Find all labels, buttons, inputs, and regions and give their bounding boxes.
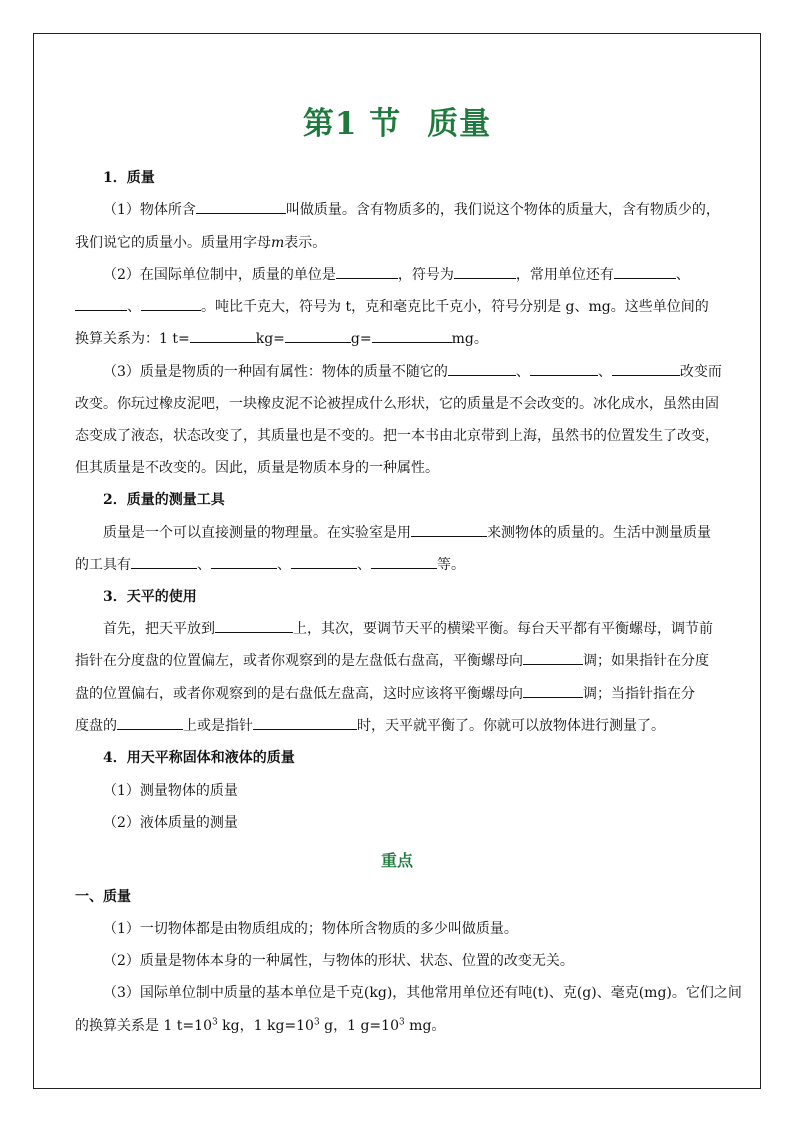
- s1-p3-line1: （3）质量是物质的一种固有属性：物体的质量不随它的 、 、 改变而: [103, 364, 722, 380]
- s3-line4: 度盘的 上或是指针 时，天平就平衡了。你就可以放物体进行测量了。: [75, 718, 665, 734]
- blank[interactable]: [190, 330, 256, 343]
- blank[interactable]: [612, 363, 680, 376]
- s1-p2-line3: 换算关系为：1 t= kg= g= mg。: [75, 331, 488, 347]
- blank[interactable]: [253, 717, 357, 730]
- s2-line1: 质量是一个可以直接测量的物理量。在实验室是用 来测物体的质量的。生活中测量质量: [103, 525, 711, 541]
- title-part2: 节: [369, 106, 402, 142]
- s3-line2: 指针在分度盘的位置偏左，或者你观察到的是左盘低右盘高，平衡螺母向 调；如果指针在分度: [75, 653, 709, 669]
- s3-line3: 盘的位置偏右，或者你观察到的是右盘低左盘高，这时应该将平衡螺母向 调；当指针指在分: [75, 686, 695, 702]
- blank[interactable]: [211, 556, 277, 569]
- blank[interactable]: [196, 201, 286, 214]
- s2-line2: 的工具有 、 、 、 等。: [75, 557, 465, 573]
- key-subheading: 一、质量: [75, 889, 131, 905]
- title-part1: 第: [302, 106, 335, 142]
- blank[interactable]: [614, 266, 676, 279]
- s4-item1: （1）测量物体的质量: [103, 783, 238, 799]
- section2-heading: 2．质量的测量工具: [103, 492, 225, 508]
- s1-p1-line2: 我们说它的质量小。质量用字母m表示。: [75, 235, 327, 251]
- blank[interactable]: [131, 556, 197, 569]
- key-line2: （2）质量是物体本身的一种属性，与物体的形状、状态、位置的改变无关。: [103, 953, 574, 969]
- blank[interactable]: [448, 363, 516, 376]
- s4-item2: （2）液体质量的测量: [103, 815, 238, 831]
- s1-p3-line3: 态变成了液态，状态改变了，其质量也是不变的。把一本书由北京带到上海，虽然书的位置发生了改变，: [75, 428, 719, 444]
- blank[interactable]: [523, 685, 583, 698]
- blank[interactable]: [372, 330, 452, 343]
- section4-heading: 4．用天平称固体和液体的质量: [103, 750, 295, 766]
- key-line3: （3）国际单位制中质量的基本单位是千克(kg)，其他常用单位还有吨(t)、克(g)、毫克(mg)。它们之间: [103, 985, 742, 1001]
- blank[interactable]: [371, 556, 437, 569]
- s1-p3-line4: 但其质量是不改变的。因此，质量是物质本身的一种属性。: [75, 460, 439, 476]
- page-title: [0, 98, 794, 143]
- s1-p1-line1: （1）物体所含 叫做质量。含有物质多的，我们说这个物体的质量大，含有物质少的，: [103, 202, 720, 218]
- s1-p2-line1: （2）在国际单位制中，质量的单位是 ，符号为 ，常用单位还有 、: [103, 267, 690, 283]
- key-line1: （1）一切物体都是由物质组成的；物体所含物质的多少叫做质量。: [103, 921, 518, 937]
- blank[interactable]: [117, 717, 183, 730]
- key-heading: 重点: [380, 851, 413, 870]
- blank[interactable]: [141, 298, 201, 311]
- blank[interactable]: [523, 652, 583, 665]
- blank[interactable]: [291, 556, 357, 569]
- title-part3: 质量: [427, 106, 492, 142]
- key-line4: 的换算关系是 1 $t=10^3$ kg，1 $kg=10^3$ g，1 $g=10^3$ mg。: [75, 1017, 446, 1034]
- section3-heading: 3．天平的使用: [103, 589, 197, 605]
- title-num: 1: [334, 106, 358, 142]
- blank[interactable]: [75, 298, 127, 311]
- section1-heading: 1．质量: [103, 170, 155, 186]
- s3-line1: 首先，把天平放到 上，其次，要调节天平的横梁平衡。每台天平都有平衡螺母，调节前: [103, 621, 713, 637]
- s1-p3-line2: 改变。你玩过橡皮泥吧，一块橡皮泥不论被捏成什么形状，它的质量是不会改变的。冰化成水，虽然由固: [75, 396, 719, 412]
- blank[interactable]: [530, 363, 598, 376]
- blank[interactable]: [336, 266, 398, 279]
- blank[interactable]: [454, 266, 516, 279]
- blank[interactable]: [215, 620, 293, 633]
- s1-p2-line2: 、 。吨比千克大，符号为 t，克和毫克比千克小，符号分别是 g、mg。这些单位间的: [75, 296, 725, 316]
- blank[interactable]: [285, 330, 351, 343]
- blank[interactable]: [411, 524, 487, 537]
